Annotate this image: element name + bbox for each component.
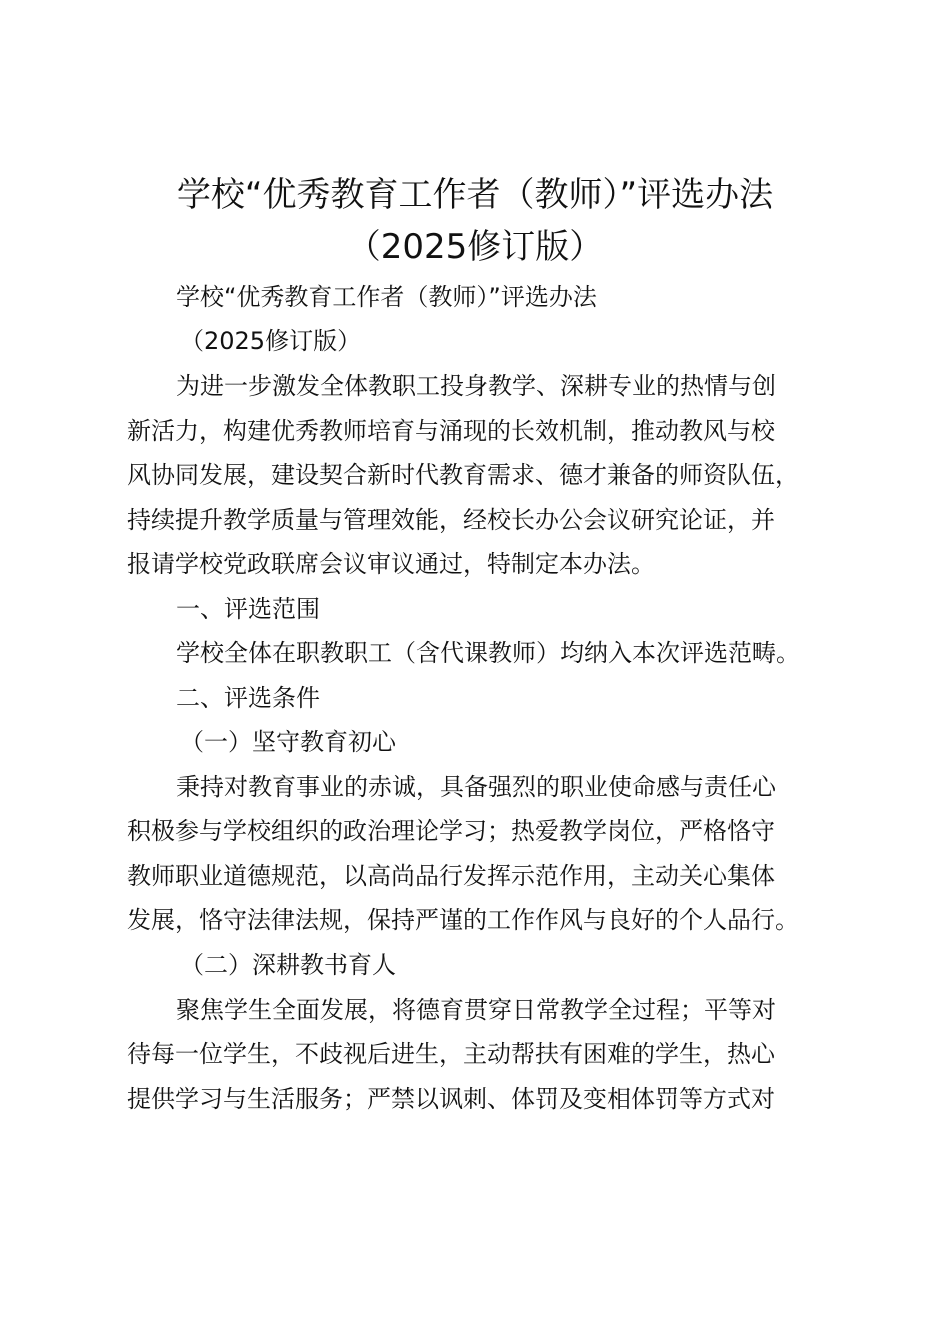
- item-2-body-line: 待每一位学生，不歧视后进生，主动帮扶有困难的学生，热心: [127, 1040, 775, 1068]
- intro-paragraph-line: 新活力，构建优秀教师培育与涌现的长效机制，推动教风与校: [127, 417, 775, 445]
- document-title-line-1: 学校“优秀教育工作者（教师）”评选办法: [176, 175, 774, 215]
- item-heading-2: （二）深耕教书育人: [180, 951, 396, 979]
- intro-paragraph-line: 报请学校党政联席会议审议通过，特制定本办法。: [127, 550, 655, 578]
- item-1-body-line: 教师职业道德规范，以高尚品行发挥示范作用，主动关心集体: [127, 862, 775, 890]
- item-1-body-line: 积极参与学校组织的政治理论学习；热爱教学岗位，严格恪守: [127, 817, 775, 845]
- intro-paragraph-line: 风协同发展，建设契合新时代教育需求、德才兼备的师资队伍，: [127, 461, 799, 489]
- subtitle-line-2: （2025修订版）: [180, 327, 362, 355]
- item-2-body-line: 聚焦学生全面发展，将德育贯穿日常教学全过程；平等对: [176, 996, 776, 1024]
- intro-paragraph-line: 为进一步激发全体教职工投身教学、深耕专业的热情与创: [176, 372, 776, 400]
- section-heading-conditions: 二、评选条件: [176, 684, 320, 712]
- intro-paragraph-line: 持续提升教学质量与管理效能，经校长办公会议研究论证，并: [127, 506, 775, 534]
- item-heading-1: （一）坚守教育初心: [180, 728, 396, 756]
- item-2-body-line: 提供学习与生活服务；严禁以讽刺、体罚及变相体罚等方式对: [127, 1085, 775, 1113]
- item-1-body-line: 秉持对教育事业的赤诚，具备强烈的职业使命感与责任心: [176, 773, 776, 801]
- item-1-body-line: 发展，恪守法律法规，保持严谨的工作作风与良好的个人品行。: [127, 906, 799, 934]
- section-body-scope: 学校全体在职教职工（含代课教师）均纳入本次评选范畴。: [176, 639, 800, 667]
- section-heading-scope: 一、评选范围: [176, 595, 320, 623]
- document-title-line-2: （2025修订版）: [346, 227, 604, 267]
- subtitle-line-1: 学校“优秀教育工作者（教师）”评选办法: [176, 283, 597, 311]
